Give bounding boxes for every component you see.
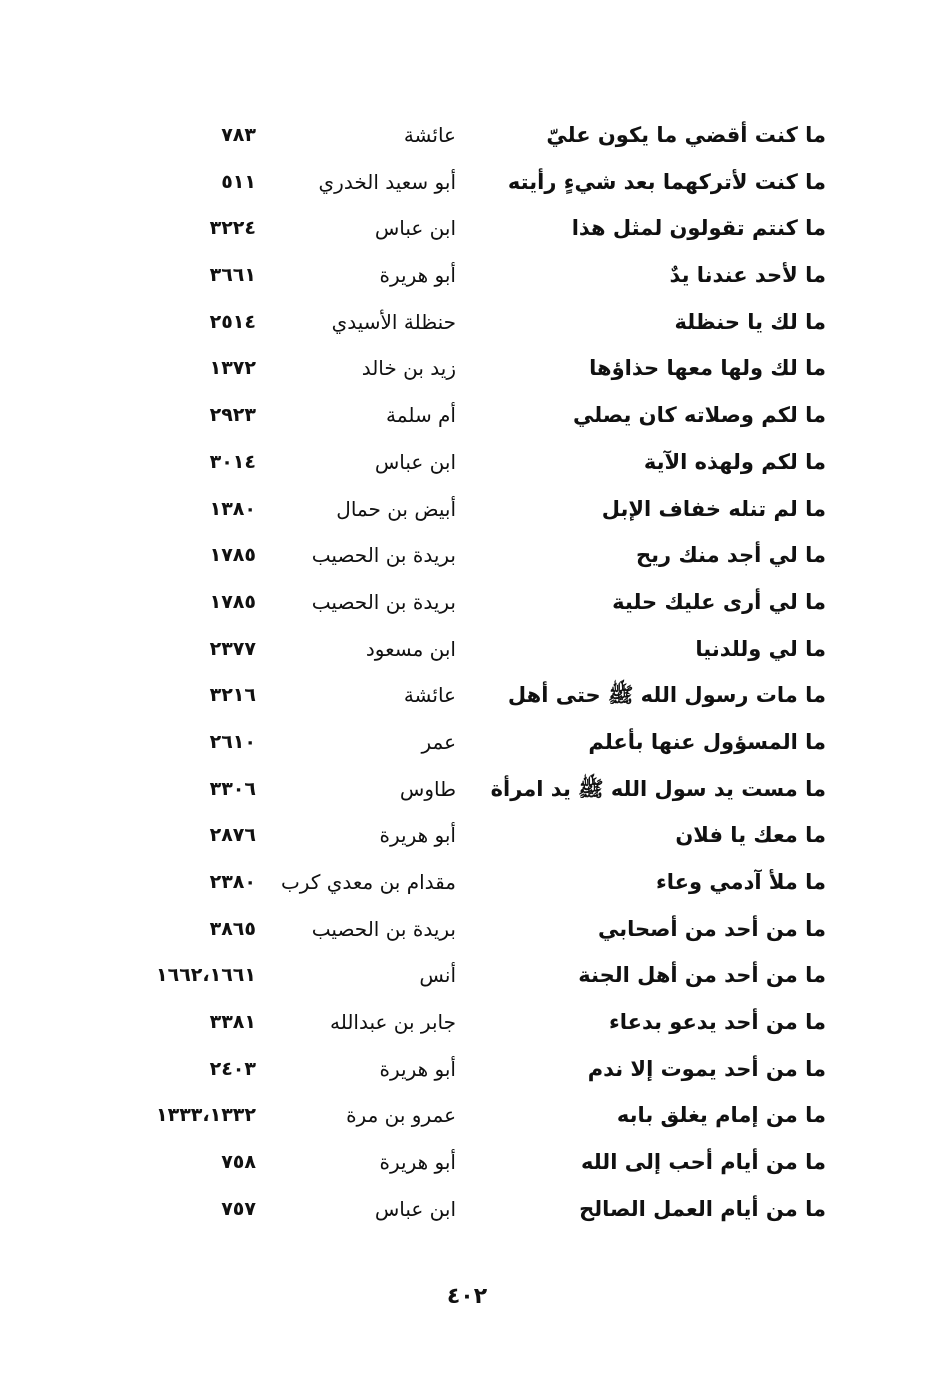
hadith-text: ما كنت لأتركهما بعد شيءٍ رأيته	[507, 169, 826, 194]
hadith-number: ١٧٨٥	[209, 544, 256, 567]
narrator-name: عمرو بن مرة	[346, 1103, 456, 1128]
narrator-name: طاوس	[399, 776, 456, 801]
index-row	[120, 1186, 840, 1233]
narrator-name: ابن عباس	[374, 1196, 456, 1221]
hadith-text: ما كنتم تقولون لمثل هذا	[571, 216, 826, 241]
hadith-text: ما من أيام العمل الصالح	[579, 1196, 826, 1221]
narrator-name: زيد بن خالد	[361, 356, 456, 381]
hadith-text: ما لي أجد منك ريح	[636, 543, 826, 568]
narrator-name: أبو هريرة	[379, 1056, 456, 1081]
hadith-text: ما معك يا فلان	[675, 823, 826, 848]
hadith-number: ٣٣٠٦	[209, 777, 256, 800]
hadith-number: ٧٥٧	[221, 1197, 256, 1220]
index-row	[120, 486, 840, 533]
index-row	[120, 299, 840, 346]
hadith-text: ما ملأ آدمي وعاء	[655, 870, 826, 894]
narrator-name: أبو هريرة	[379, 263, 456, 288]
hadith-number: ٣٦٦١	[209, 264, 256, 287]
hadith-text: ما لك ولها معها حذاؤها	[589, 356, 826, 381]
index-row	[120, 766, 840, 813]
index-row	[120, 999, 840, 1046]
index-row	[120, 159, 840, 206]
hadith-text: ما لي وللدنيا	[695, 636, 826, 661]
hadith-number: ٢٦١٠	[209, 730, 256, 753]
index-row	[120, 952, 840, 999]
hadith-text: ما من أحد من أهل الجنة	[578, 963, 826, 988]
index-row	[120, 392, 840, 439]
hadith-number: ٣٢٢٤	[209, 217, 256, 240]
hadith-text: ما لي أرى عليك حلية	[612, 589, 826, 614]
narrator-name: ابن عباس	[374, 449, 456, 474]
hadith-text: ما لك يا حنظلة	[674, 309, 826, 334]
index-row	[120, 719, 840, 766]
hadith-number: ٢٤٠٣	[209, 1057, 256, 1080]
hadith-number: ٢٨٧٦	[209, 824, 256, 847]
hadith-text: ما مست يد سول الله ﷺ يد امرأة	[490, 776, 826, 801]
hadith-number: ٢٥١٤	[209, 310, 256, 333]
index-row	[120, 579, 840, 626]
hadith-number: ٣٨٦٥	[209, 917, 256, 940]
narrator-name: بريدة بن الحصيب	[311, 543, 456, 568]
hadith-text: ما من أيام أحب إلى الله	[581, 1150, 826, 1175]
hadith-text: ما لم تنله خفاف الإبل	[601, 496, 826, 521]
narrator-name: عمر	[421, 729, 456, 754]
hadith-text: ما من أحد من أصحابي	[597, 916, 826, 941]
hadith-number: ٣٠١٤	[209, 450, 256, 473]
hadith-number: ٣٣٨١	[209, 1011, 256, 1034]
hadith-index-list	[120, 112, 840, 1233]
hadith-number: ٥١١	[221, 170, 256, 193]
narrator-name: أبو سعيد الخدري	[318, 169, 456, 194]
narrator-name: أبيض بن حمال	[336, 496, 456, 521]
hadith-text: ما المسؤول عنها بأعلم	[588, 729, 826, 754]
index-row	[120, 1046, 840, 1093]
hadith-text: ما لكم ولهذه الآية	[643, 449, 826, 474]
narrator-name: مقدام بن معدي كرب	[280, 870, 456, 894]
index-row	[120, 439, 840, 486]
hadith-number: ٢٩٢٣	[209, 404, 256, 427]
index-row	[120, 906, 840, 953]
hadith-number: ٧٨٣	[221, 124, 256, 146]
hadith-text: ما مات رسول الله ﷺ حتى أهل	[507, 683, 826, 708]
index-row	[120, 1139, 840, 1186]
page-number: ٤٠٢	[446, 1284, 488, 1309]
index-row	[120, 859, 840, 906]
hadith-number: ١٦٦٢،١٦٦١	[156, 964, 256, 987]
hadith-number: ٣٢١٦	[209, 684, 256, 707]
hadith-text: ما من أحد يدعو بدعاء	[608, 1010, 826, 1035]
hadith-text: ما لأحد عندنا يدٌ	[669, 263, 826, 288]
narrator-name: أبو هريرة	[379, 823, 456, 848]
hadith-number: ١٣٧٢	[209, 357, 256, 380]
index-row	[120, 252, 840, 299]
narrator-name: بريدة بن الحصيب	[311, 589, 456, 614]
hadith-text: ما من إمام يغلق بابه	[616, 1103, 826, 1128]
hadith-number: ٢٣٨٠	[209, 871, 256, 893]
index-row	[120, 532, 840, 579]
hadith-text: ما لكم وصلاته كان يصلي	[572, 403, 826, 428]
hadith-number: ١٣٨٠	[209, 497, 256, 520]
narrator-name: أنس	[419, 963, 456, 988]
narrator-name: أبو هريرة	[379, 1150, 456, 1175]
index-row	[120, 205, 840, 252]
index-row	[120, 672, 840, 719]
hadith-number: ٢٣٧٧	[209, 637, 256, 660]
narrator-name: ابن مسعود	[365, 636, 456, 661]
narrator-name: أم سلمة	[386, 403, 456, 428]
narrator-name: عائشة	[403, 123, 456, 147]
hadith-text: ما كنت أقضي ما يكون عليّ	[546, 123, 826, 147]
index-row	[120, 812, 840, 859]
hadith-number: ١٣٣٣،١٣٣٢	[156, 1104, 256, 1127]
index-row	[120, 345, 840, 392]
narrator-name: حنظلة الأسيدي	[331, 309, 456, 334]
narrator-name: بريدة بن الحصيب	[311, 916, 456, 941]
hadith-number: ١٧٨٥	[209, 590, 256, 613]
narrator-name: جابر بن عبدالله	[329, 1010, 456, 1035]
hadith-number: ٧٥٨	[221, 1151, 256, 1174]
index-row	[120, 112, 840, 159]
hadith-text: ما من أحد يموت إلا ندم	[587, 1056, 826, 1081]
narrator-name: عائشة	[403, 683, 456, 708]
index-row	[120, 626, 840, 673]
narrator-name: ابن عباس	[374, 216, 456, 241]
index-row	[120, 1092, 840, 1139]
